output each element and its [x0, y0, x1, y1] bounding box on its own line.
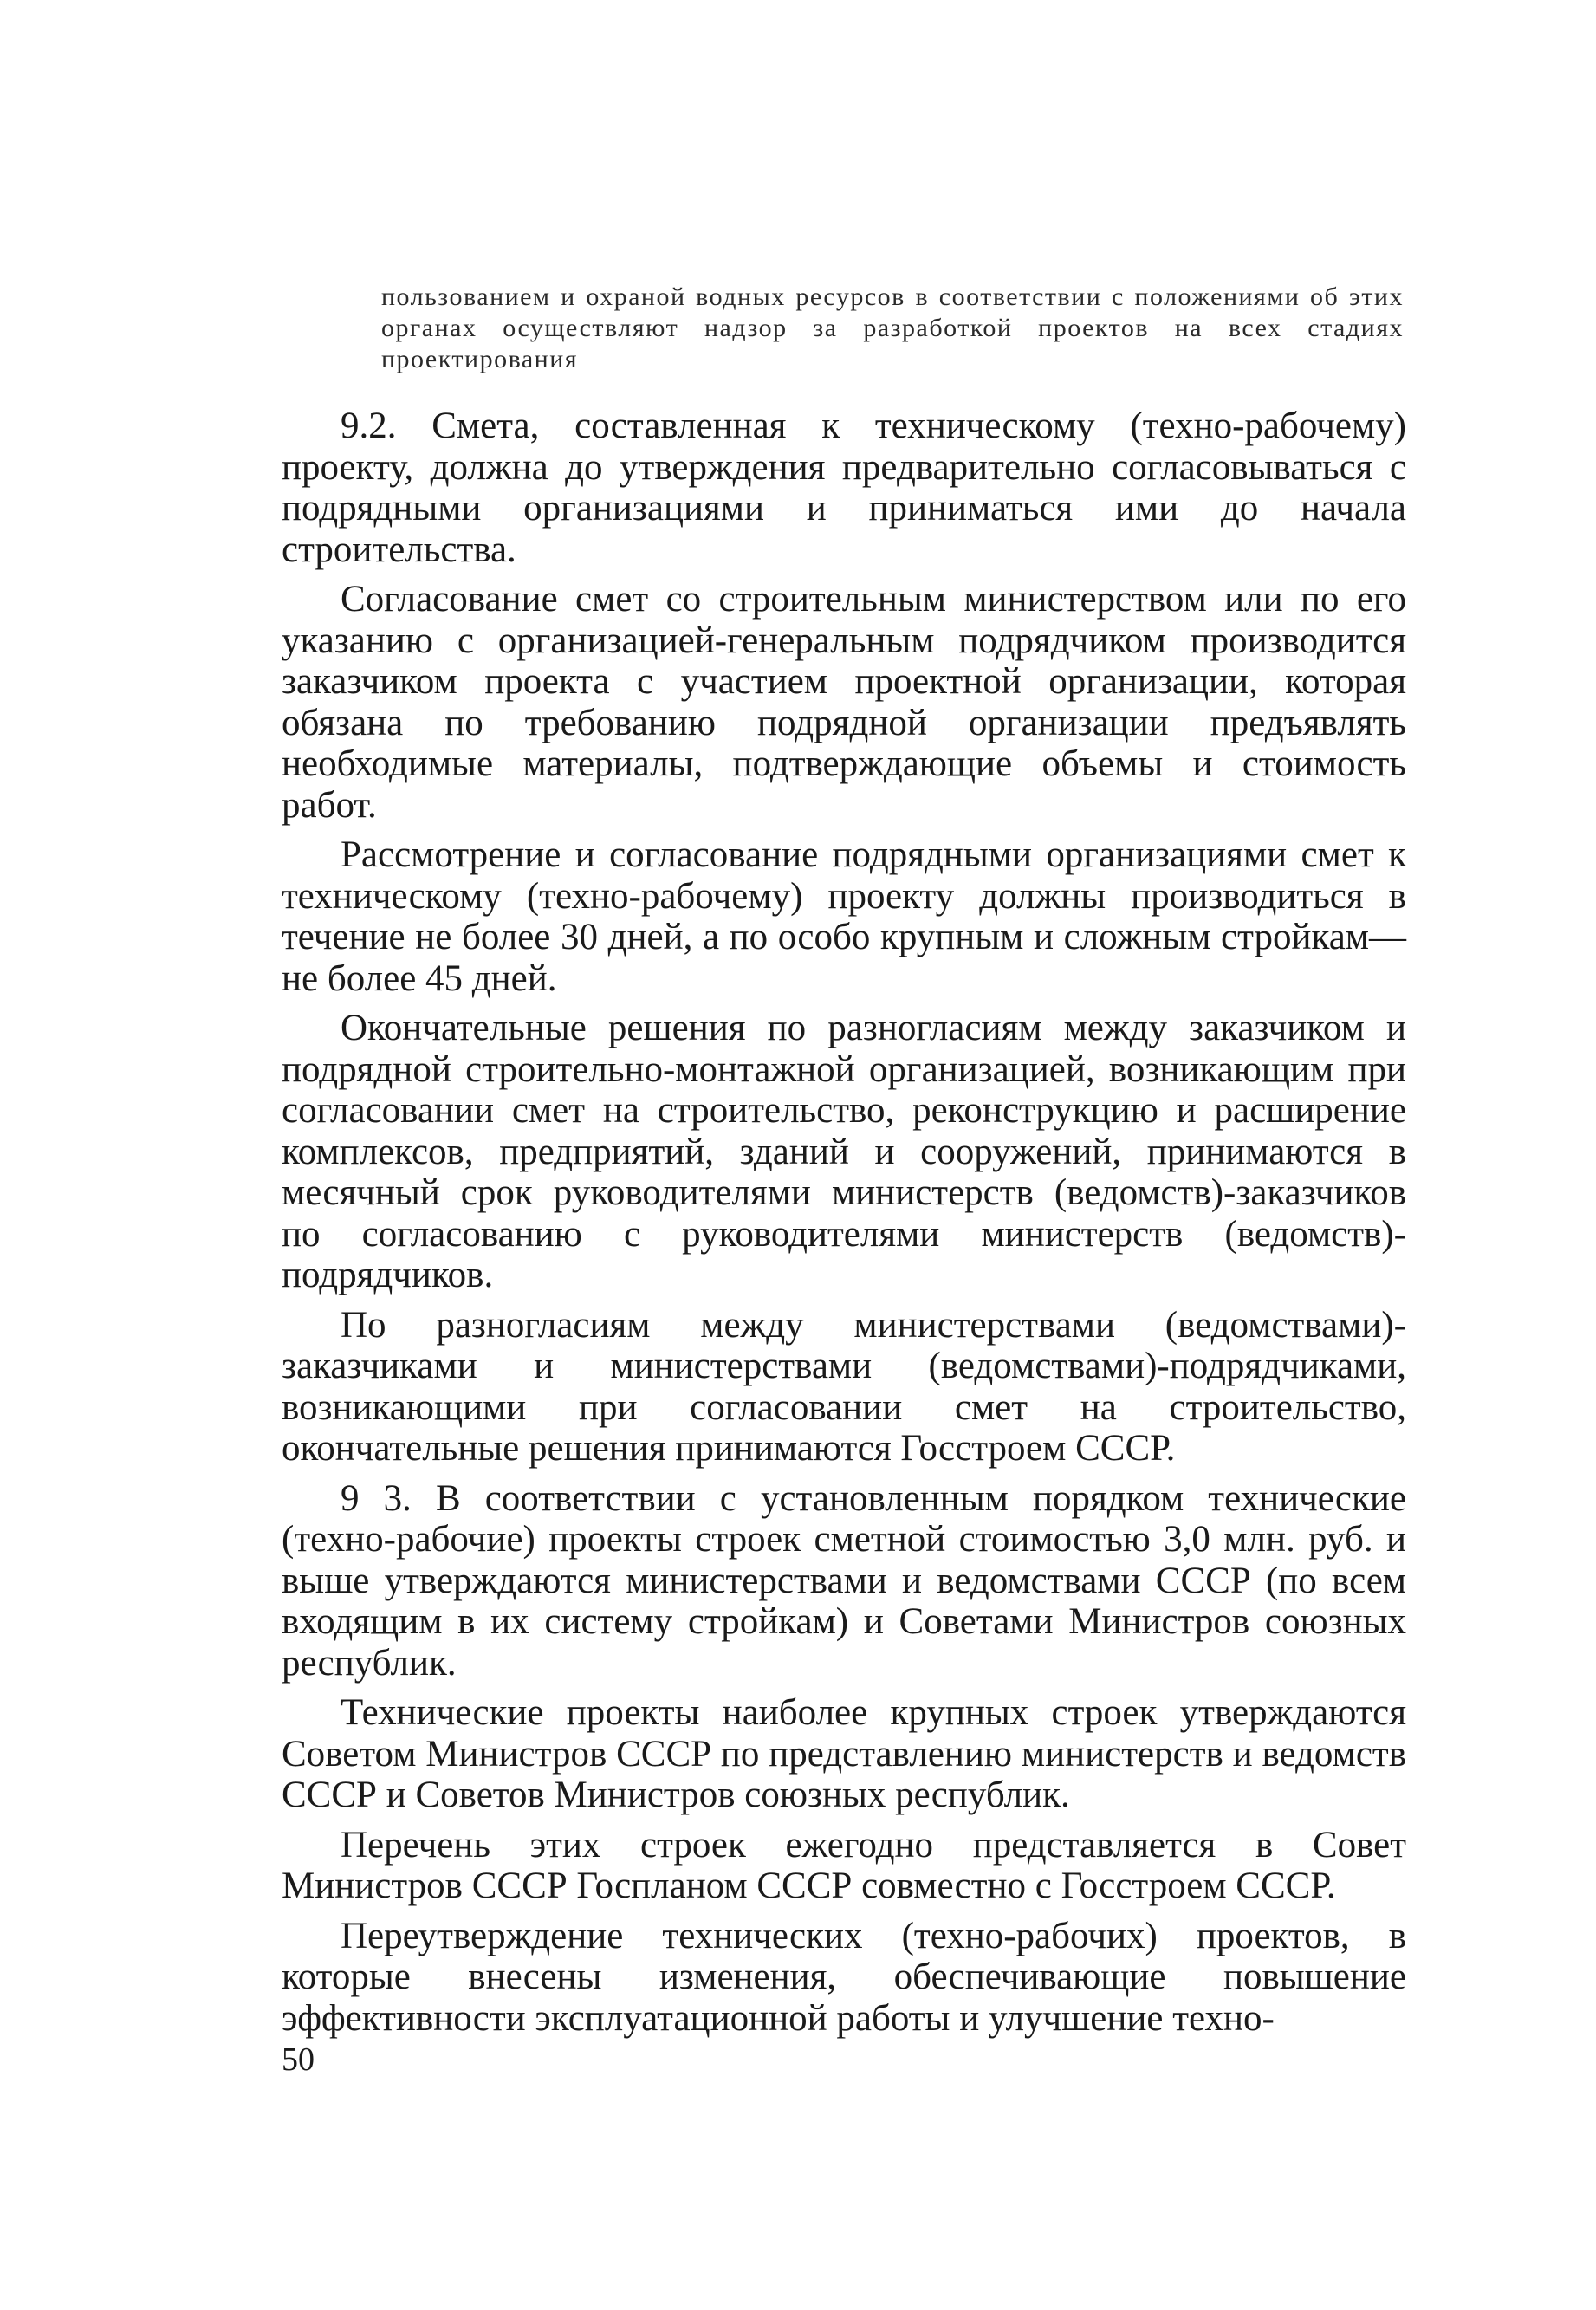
paragraph-estimate-approval: Согласование смет со строительным министерством или по его указанию с организацией-генеральным подрядчиком производится заказчиком проекта с участием проектной организации, которая обязана по требованию подрядной организации предъявлять необходимые материалы, подтверждающие объемы и стоимость работ.	[282, 579, 1406, 826]
body-text	[282, 406, 1406, 2047]
footnote-text: пользованием и охраной водных ресурсов в соответствии с положениями об этих органах осуществляют надзор за разработкой проектов на всех стадиях проектирования	[381, 282, 1404, 373]
paragraph-project-list: Перечень этих строек ежегодно представляется в Совет Министров СССР Госпланом СССР совместно с Госстроем СССР.	[282, 1824, 1406, 1906]
page-number: 50	[282, 2041, 315, 2078]
paragraph-disagreements: По разногласиям между министерствами (ведомствами)-заказчиками и министерствами (ведомствами)-подрядчиками, возникающими при согласовании смет на строительство, окончательные решения принимаются Госстроем СССР.	[282, 1304, 1406, 1469]
paragraph-reapproval: Переутверждение технических (техно-рабочих) проектов, в которые внесены изменения, обеспечивающие повышение эффективности эксплуатационной работы и улучшение техно-	[282, 1915, 1406, 2039]
paragraph-9-3: 9 3. В соответствии с установленным порядком технические (техно-рабочие) проекты строек сметной стоимостью 3,0 млн. руб. и выше утверждаются министерствами и ведомствами СССР (по всем входящим в их систему стройкам) и Советами Министров союзных республик.	[282, 1477, 1406, 1684]
paragraph-review-period: Рассмотрение и согласование подрядными организациями смет к техническому (техно-рабочему) проекту должны производиться в течение не более 30 дней, а по особо крупным и сложным стройкам—не более 45 дней.	[282, 834, 1406, 999]
paragraph-final-decisions: Окончательные решения по разногласиям между заказчиком и подрядной строительно-монтажной организацией, возникающим при согласовании смет на строительство, реконструкцию и расширение комплексов, предприятий, зданий и сооружений, принимаются в месячный срок руководителями министерств (ведомств)-заказчиков по согласованию с руководителями министерств (ведомств)-подрядчиков.	[282, 1008, 1406, 1295]
paragraph-9-2: 9.2. Смета, составленная к техническому (техно-рабочему) проекту, должна до утверждения предварительно согласовываться с подрядными организациями и приниматься ими до начала строительства.	[282, 406, 1406, 570]
paragraph-large-projects: Технические проекты наиболее крупных строек утверждаются Советом Министров СССР по представлению министерств и ведомств СССР и Советов Министров союзных республик.	[282, 1692, 1406, 1815]
